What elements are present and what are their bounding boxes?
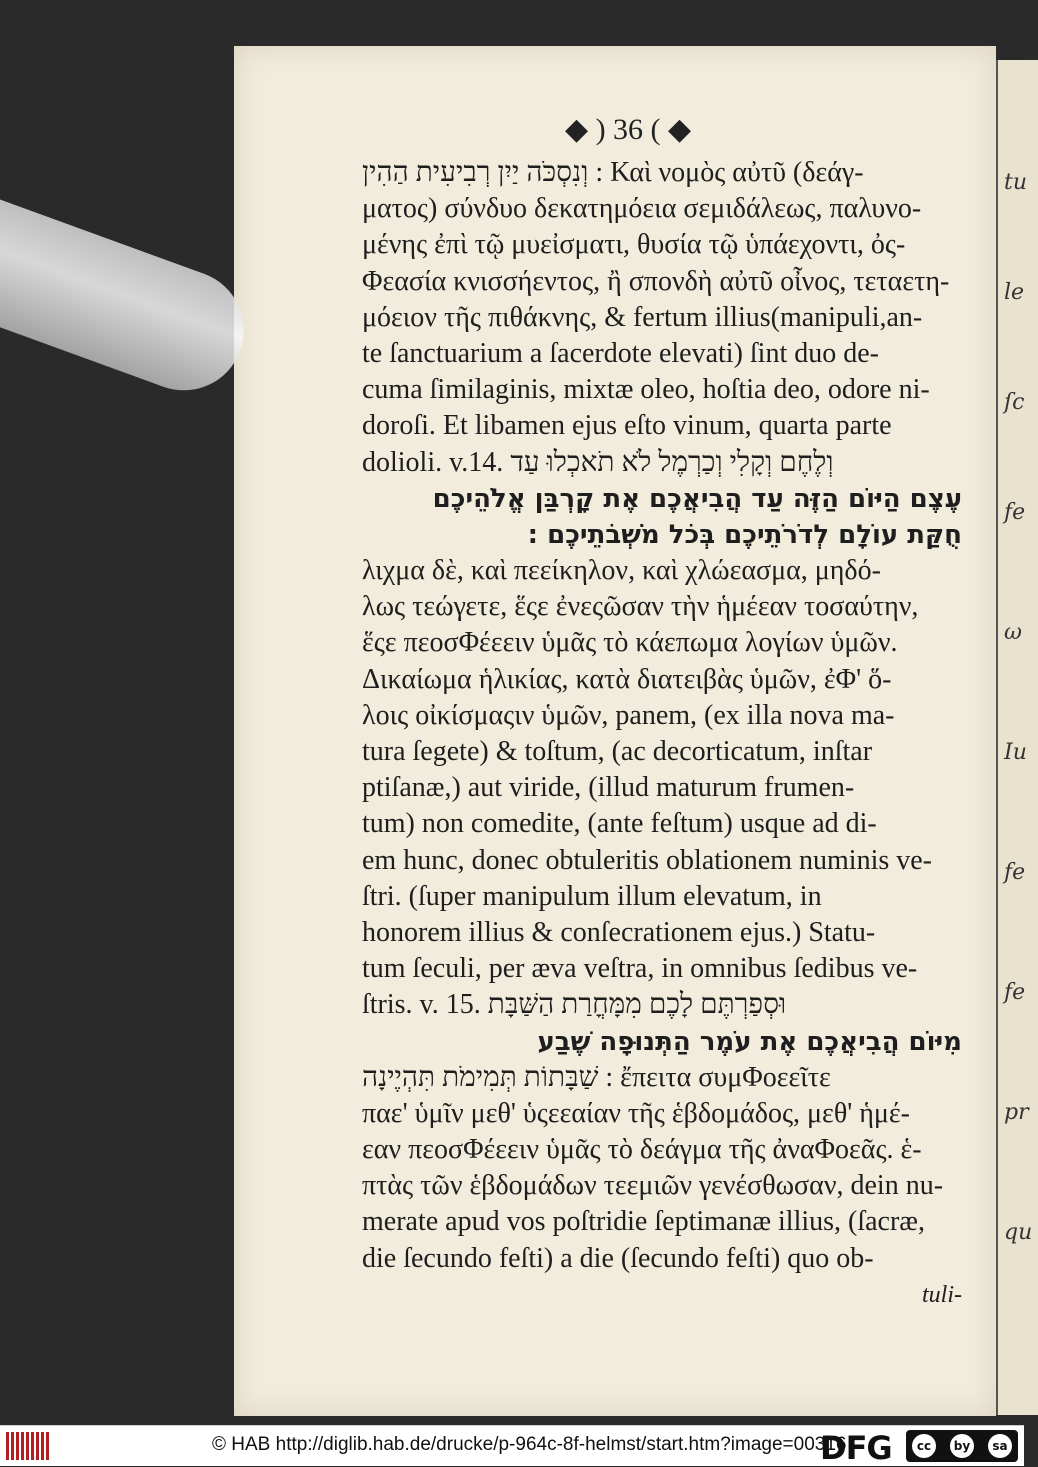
text-line: εαν πεοσΦέεειν ὑμᾶς τὸ δεάγμα τῆς ἀναΦοεᾶς. ἑ- — [362, 1134, 922, 1166]
text-line: ptiſanæ,) aut viride, (illud maturum frumen- — [362, 772, 855, 804]
text-line: tum) non comedite, (ante feſtum) usque ad di- — [362, 808, 877, 840]
text-line: doroſi. Et libamen ejus eſto vinum, quarta parte — [362, 410, 892, 442]
text-line: παε' ὑμῖν μεθ' ὑςεεαίαν τῆς ἑβδομάδος, μεθ' ἡμέ- — [362, 1097, 911, 1129]
copyright-link[interactable]: © HAB http://diglib.hab.de/drucke/p-964c-8f-helmst/start.htm?image=00316 — [212, 1434, 847, 1455]
text-line: וְנִסְכֹּה יַיִן רְבִיעִית הַהִין : Καὶ νομὸς αὐτῦ (δεάγ- — [362, 157, 864, 188]
by-icon: by — [950, 1434, 974, 1458]
text-line: cuma ſimilaginis, mixtæ oleo, hoſtia deo, odore ni- — [362, 374, 930, 406]
text-line: Δικαίωμα ἡλικίας, κατὰ διατειβὰς ὑμῶν, ἐΦ' ὅ- — [362, 663, 892, 695]
text-line: שַׁבָּתוֹת תְּמִימֹת תִּהְיֶינָה : ἔπειτα συμΦοεεῖτε — [362, 1061, 831, 1093]
page-clip-holder — [0, 185, 261, 407]
text-line: ματος) σύνδυο δεκατημόεια σεμιδάλεως, παλυνο- — [362, 193, 922, 225]
edge-text-fragment: fe — [1004, 500, 1026, 525]
text-line: λιχμα δὲ, καὶ πεείκηλον, καὶ χλώεασμα, μηδό- — [362, 555, 881, 587]
page-header: ◆ ) 36 ( ◆ — [565, 113, 692, 146]
text-line: ſtris. v. 15. וּסְפַרְתֶּם לָכֶם מִמָּחֳרַת הַשַּׁבָּת — [362, 989, 787, 1021]
text-line: μόειον τῆς πιθάκνης, & fertum illius(manipuli,an- — [362, 301, 923, 333]
edge-text-fragment: fe — [1004, 980, 1026, 1005]
text-line: tuli- — [922, 1281, 962, 1308]
text-line: λως τεώγετε, ἕςε ἐνεςῶσαν τὴν ἡμέεαν τοσαύτην, — [362, 591, 919, 623]
edge-text-fragment: Iu — [1004, 740, 1027, 765]
text-line: λοις οἰκίσμαςιν ὑμῶν, panem, (ex illa nova ma- — [362, 699, 895, 731]
edge-text-fragment: tu — [1004, 170, 1028, 195]
text-line: חֻקַּת עוֹלָם לְדֹרֹתֵיכֶם בְּכֹל מֹשְׁבֹתֵיכֶם : — [527, 519, 962, 550]
edge-text-fragment: le — [1004, 280, 1025, 305]
text-line: em hunc, donec obtuleritis oblationem numinis ve- — [362, 844, 932, 876]
text-line: honorem illius & conſecrationem ejus.) Statu- — [362, 916, 876, 948]
edge-text-fragment: ſc — [1004, 390, 1025, 415]
library-barcode-icon — [6, 1432, 50, 1460]
text-line: ſtri. (ſuper manipulum illum elevatum, in — [362, 880, 822, 912]
page-text-block — [362, 155, 962, 1313]
dfg-logo: DFG — [820, 1429, 892, 1467]
text-line: μένης ἐπὶ τῷ μυεἰσματι, θυσία τῷ ὑπάεχοντι, ὀς- — [362, 229, 906, 261]
adjacent-page-edge — [996, 60, 1038, 1415]
text-line: עֶצֶם הַיּוֹם הַזֶּה עַד הֲבִיאֲכֶם אֶת קָרְבַּן אֱלֹהֵיכֶם — [432, 483, 962, 514]
sa-icon: sa — [988, 1434, 1012, 1458]
text-line: die ſecundo feſti) a die (ſecundo feſti) quo ob- — [362, 1242, 874, 1274]
text-line: מִיּוֹם הֲבִיאֲכֶם אֶת עֹמֶר הַתְּנוּפָה שֶׁבַע — [537, 1026, 962, 1057]
viewer-footer — [0, 1425, 1024, 1466]
text-line: te ſanctuarium a ſacerdote elevati) ſint duo de- — [362, 337, 879, 369]
text-line: πτὰς τῶν ἑβδομάδων τεεμιῶν γενέσθωσαν, dein nu- — [362, 1170, 944, 1202]
text-line: Φεασία κνισσήεντος, ἢ σπονδὴ αὐτῦ οἶνος, τεταετη- — [362, 265, 950, 297]
edge-text-fragment: ω — [1004, 620, 1022, 645]
text-line: ἕςε πεοσΦέεειν ὑμᾶς τὸ κάεπωμα λογίων ὑμῶν. — [362, 627, 898, 659]
edge-text-fragment: pr — [1004, 1100, 1029, 1125]
text-line: dolioli. v.14. וְלֶחֶם וְקָלִי וְכַרְמֶל לֹא תֹאכְלוּ עַד — [362, 446, 834, 478]
edge-text-fragment: fe — [1004, 860, 1026, 885]
text-line: tura ſegete) & toſtum, (ac decorticatum, inſtar — [362, 736, 873, 767]
cc-icon: cc — [912, 1434, 936, 1458]
edge-text-fragment: qu — [1004, 1220, 1033, 1245]
text-line: tum ſeculi, per æva veſtra, in omnibus ſedibus ve- — [362, 953, 918, 985]
cc-license-badge[interactable] — [906, 1430, 1018, 1462]
text-line: merate apud vos poſtridie ſeptimanæ illius, (ſacræ, — [362, 1206, 925, 1238]
